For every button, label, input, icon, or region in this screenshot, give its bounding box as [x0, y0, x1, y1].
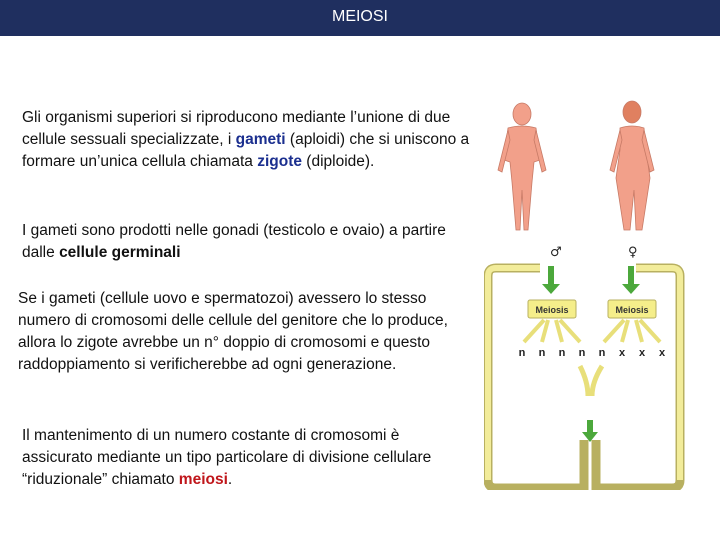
term-zigote: zigote [257, 153, 302, 170]
p1-text-middle: (aploidi) che si uniscono a formare un’unica cellula chiamata [22, 131, 470, 170]
arrow-down-left [542, 266, 560, 294]
gamete-left-1: n [518, 347, 526, 359]
p1-text-before: Gli organismi superiori si riproducono mediante l’unione di due cellule sessuali specializzate, i [22, 109, 451, 148]
converge-arrow-right [592, 366, 602, 396]
fan-arrows-left [524, 320, 580, 342]
gamete-right-2: x [618, 347, 626, 359]
meiosis-figure [484, 90, 700, 490]
gamete-left-3: n [558, 347, 566, 359]
meiosis-label-right: Meiosis [615, 305, 649, 315]
paragraph-3: Se i gameti (cellule uovo e spermatozoi) avessero lo stesso numero di cromosomi delle cellule del genitore che lo produce, allora lo zigote avrebbe un n° doppio di cromosomi e questo raddoppiamento si verificherebbe ad ogni generazione. [18, 290, 448, 373]
female-figure [610, 101, 654, 230]
meiosis-label-left: Meiosis [535, 305, 569, 315]
bottom-left-return [488, 440, 584, 488]
gamete-right-1: n [598, 347, 606, 359]
fan-arrows-right [604, 320, 660, 342]
title-bar [0, 0, 720, 36]
gamete-right-4: x [658, 347, 666, 359]
arrow-down-zygote [582, 420, 598, 442]
p2-text-before: I gameti sono prodotti nelle gonadi (testicolo e ovaio) a partire dalle [22, 222, 446, 261]
paragraph-4 [22, 425, 454, 491]
meiosis-diagram [484, 90, 700, 490]
male-figure [498, 103, 546, 230]
converge-arrow-left [580, 366, 588, 396]
term-cellule-germinali: cellule germinali [59, 244, 181, 261]
gamete-right-3: x [638, 347, 646, 359]
gamete-left-4: n [578, 347, 586, 359]
paragraph-1 [22, 107, 470, 173]
male-symbol: ♂ [550, 245, 562, 260]
p4-text-after: . [227, 471, 233, 488]
p1-text-after: (diploide). [301, 153, 375, 170]
p4-text-before: Il mantenimento di un numero costante di cromosomi è assicurato mediante un tipo particolare di divisione cellulare “riduzionale” chiamato [22, 427, 432, 488]
paragraph-2 [22, 220, 468, 264]
gamete-left-2: n [538, 347, 546, 359]
term-gameti: gameti [235, 131, 286, 148]
page-title: MEIOSI [331, 8, 388, 25]
term-meiosi: meiosi [178, 471, 228, 488]
bottom-right-return [596, 440, 680, 488]
female-symbol: ♀ [628, 245, 638, 260]
